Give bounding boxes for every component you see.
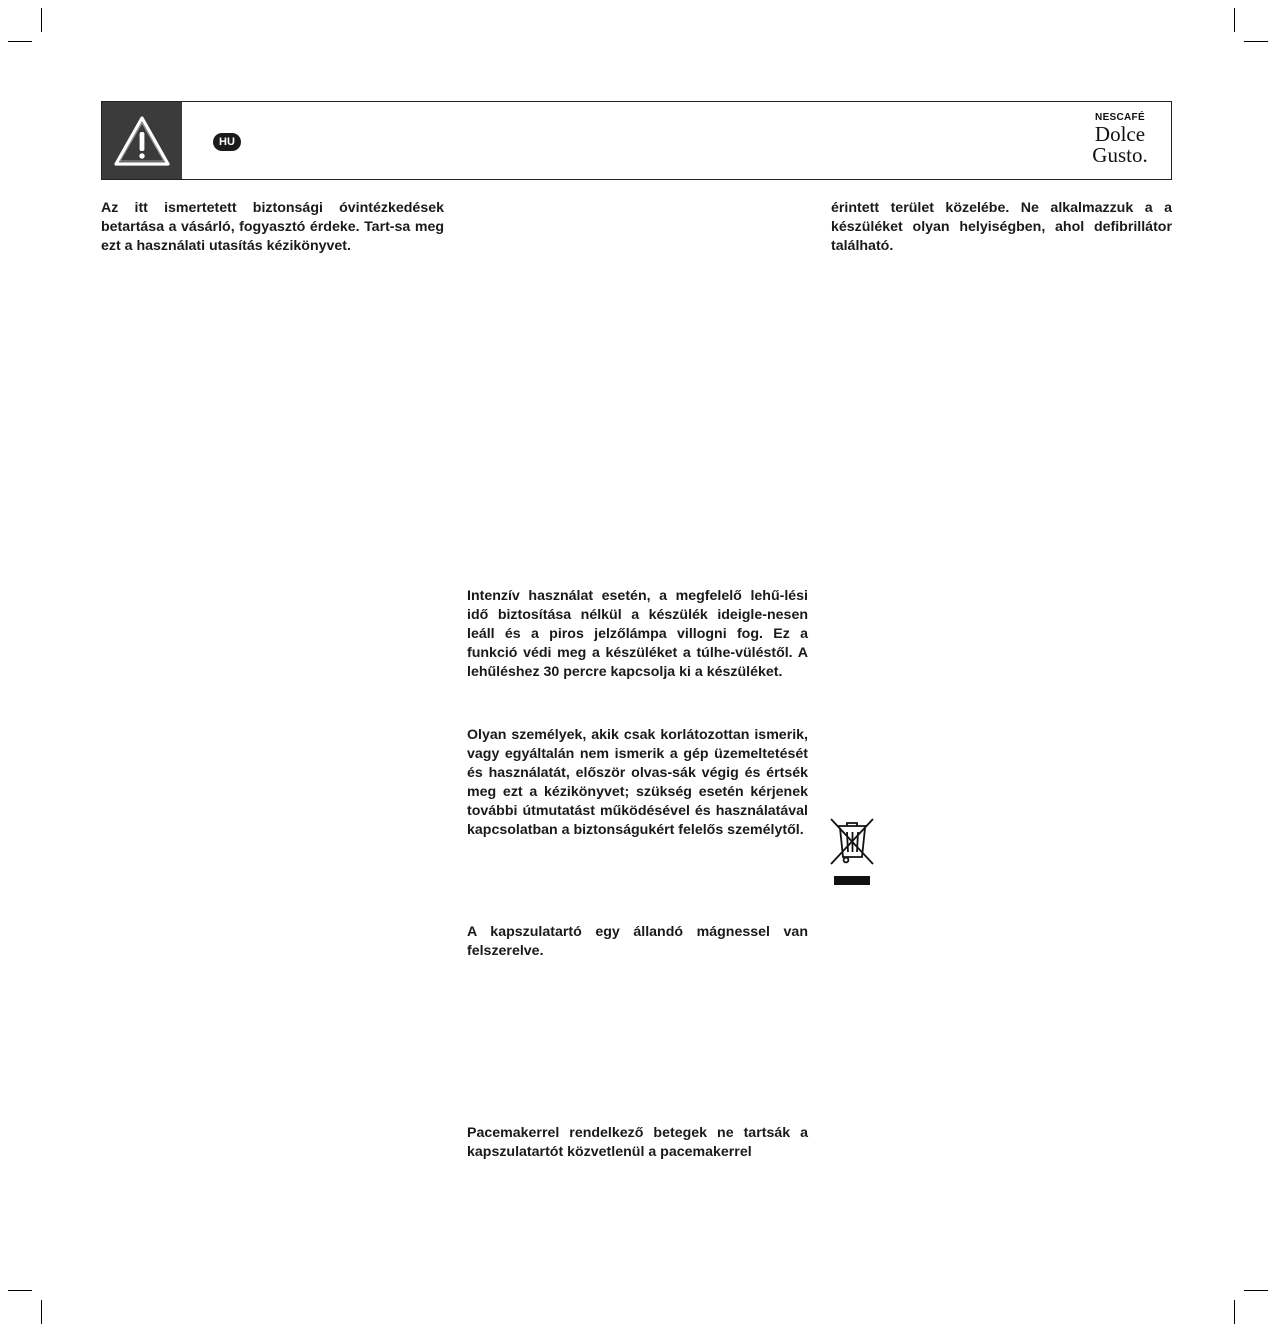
- defibrillator-text: érintett terület közelébe. Ne alkalmazzuk a a készüléket olyan helyiségben, ahol defibrillátor található.: [831, 200, 1172, 254]
- header-banner: [101, 101, 1172, 180]
- overheat-text: Intenzív használat esetén, a megfelelő lehű-lési idő biztosítása nélkül a készülék ideigle-nesen leáll és a piros jelzőlámpa villogni fog. Ez a funkció védi meg a készüléket a túlhe-vüléstől. A lehűléshez 30 percre kapcsolja ki a készüléket.: [467, 588, 808, 680]
- crop-mark: [1244, 41, 1268, 42]
- logo-gusto: Gusto.: [1092, 143, 1148, 167]
- language-badge: HU: [213, 133, 241, 151]
- warning-triangle-icon: [112, 114, 172, 168]
- crop-mark: [8, 41, 32, 42]
- crossed-out-wheelie-bin-icon: [830, 816, 874, 886]
- safety-intro-text: Az itt ismertetett biztonsági óvintézkedések betartása a vásárló, fogyasztó érdeke. Tart-sa meg ezt a használati utasítás kézikönyvet.: [101, 200, 444, 254]
- magnet-text: A kapszulatartó egy állandó mágnessel van felszerelve.: [467, 924, 808, 959]
- brand-logo: [1087, 112, 1153, 170]
- warning-box: [102, 102, 182, 179]
- crop-mark: [41, 1300, 42, 1324]
- crop-mark: [1244, 1290, 1268, 1291]
- crop-mark: [1234, 8, 1235, 32]
- logo-dolce: Dolce: [1094, 122, 1146, 146]
- crop-mark: [41, 8, 42, 32]
- logo-nescafe: NESCAFÉ: [1095, 112, 1145, 123]
- crop-mark: [8, 1290, 32, 1291]
- pacemaker-text: Pacemakerrel rendelkező betegek ne tartsák a kapszulatartót közvetlenül a pacemakerrel: [467, 1125, 808, 1160]
- limited-knowledge-text: Olyan személyek, akik csak korlátozottan ismerik, vagy egyáltalán nem ismerik a gép üzemeltetését és használatát, először olvas-sák végig és értsék meg ezt a kézikönyvet; szükség esetén kérjenek további útmutatást működésével és használatával kapcsolatban a biztonságukért felelős személytől.: [467, 727, 808, 838]
- crop-mark: [1234, 1300, 1235, 1324]
